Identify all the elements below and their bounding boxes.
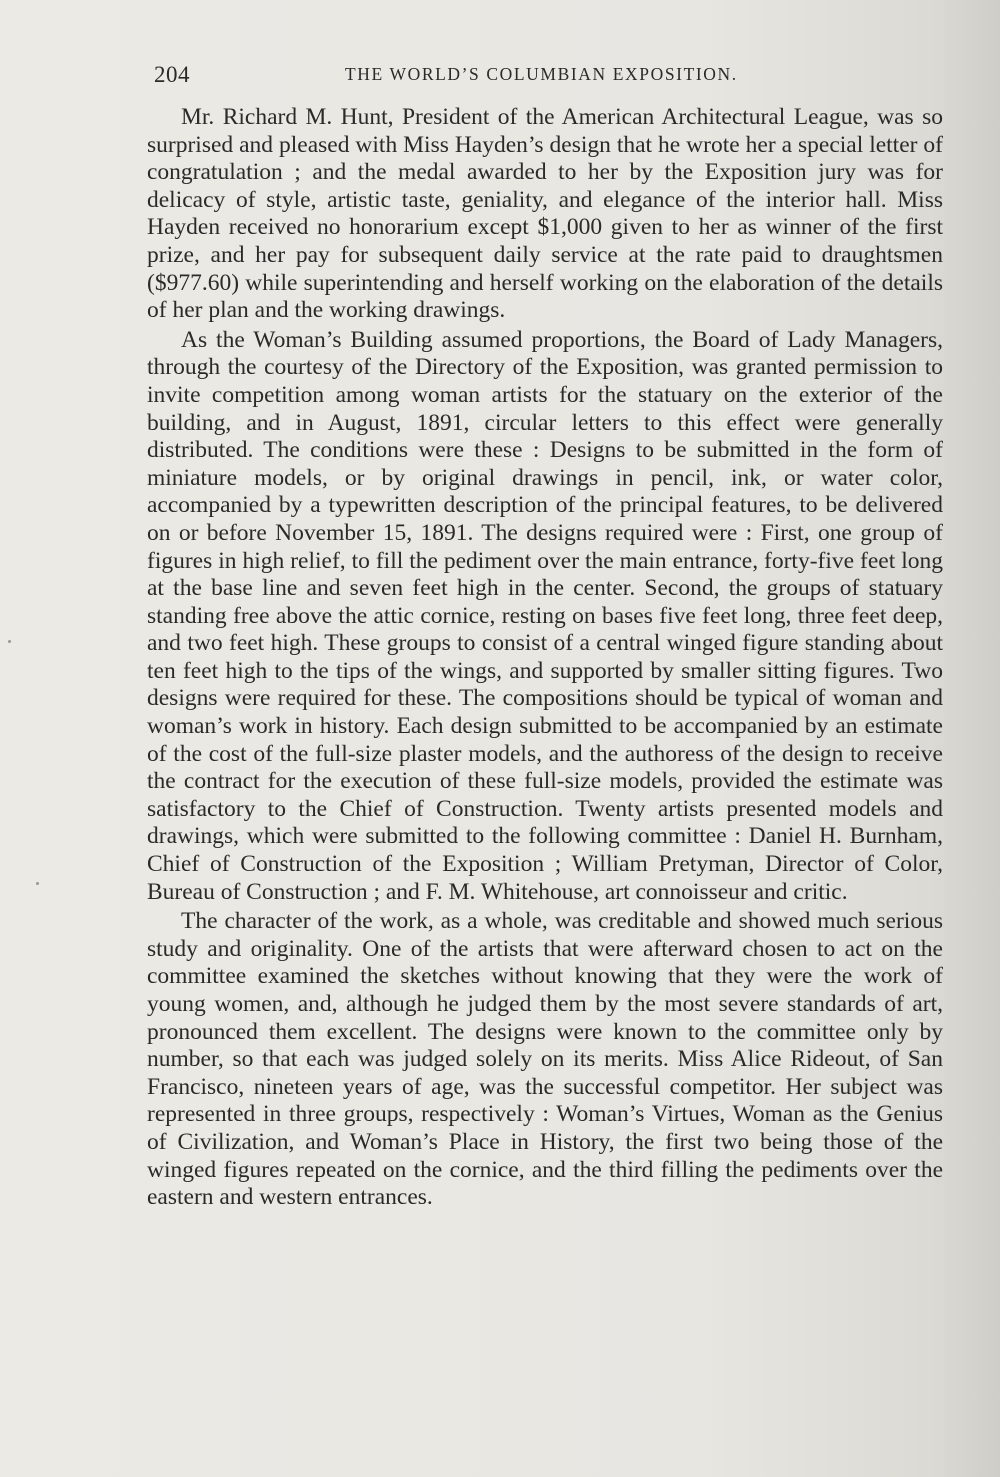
paper-speck bbox=[8, 640, 11, 643]
body-text bbox=[147, 104, 943, 1212]
running-head bbox=[150, 58, 950, 92]
paragraph-rideout-selection: The character of the work, as a whole, was creditable and showed much serious study and originality. One of the artists that were afterward chosen to act on the committee examined the sketches without knowing that they were the work of young women, and, although he judged them by the most severe standards of art, pronounced them excellent. The designs were known to the committee only by number, so that each was judged solely on its merits. Miss Alice Rideout, of San Francisco, nineteen years of age, was the successful competitor. Her subject was represented in three groups, respectively : Woman’s Virtues, Woman as the Genius of Civilization, and Woman’s Place in History, the first two being those of the winged figures repeated on the cornice, and the third filling the pediments over the eastern and western entrances. bbox=[147, 908, 943, 1211]
running-title: THE WORLD’S COLUMBIAN EXPOSITION. bbox=[345, 64, 738, 84]
paragraph-statuary-competition: As the Woman’s Building assumed proportions, the Board of Lady Managers, through the courtesy of the Directory of the Exposition, was granted permission to invite competition among woman artists for the statuary on the exterior of the building, and in August, 1891, circular letters to this effect were generally distributed. The conditions were these : Designs to be submitted in the form of miniature models, or by original drawings in pencil, ink, or water color, accompanied by a typewritten description of the principal features, to be delivered on or before November 15, 1891. The designs required were : First, one group of figures in high relief, to fill the pediment over the main entrance, forty-five feet long at the base line and seven feet high in the center. Second, the groups of statuary standing free above the attic cornice, resting on bases five feet long, three feet deep, and two feet high. These groups to consist of a central winged figure standing about ten feet high to the tips of the wings, and supported by smaller sitting figures. Two designs were required for these. The compositions should be typical of woman and woman’s work in history. Each design submitted to be accompanied by an estimate of the cost of the full-size plaster models, and the authoress of the design to receive the contract for the execution of these full-size models, provided the estimate was satisfactory to the Chief of Construction. Twenty artists presented models and drawings, which were submitted to the following committee : Daniel H. Burnham, Chief of Construction of the Exposition ; William Pretyman, Director of Color, Bureau of Construction ; and F. M. Whitehouse, art connoisseur and critic. bbox=[147, 326, 943, 905]
paragraph-hayden-design: Mr. Richard M. Hunt, President of the American Architectural League, was so surprised and pleased with Miss Hayden’s design that he wrote her a special letter of congratulation ; and the medal awarded to her by the Exposition jury was for delicacy of style, artistic taste, geniality, and elegance of the interior hall. Miss Hayden received no honorarium except $1,000 given to her as winner of the first prize, and her pay for subsequent daily service at the rate paid to draughtsmen ($977.60) while superintending and herself working on the elaboration of the details of her plan and the working drawings. bbox=[147, 104, 943, 324]
paper-speck bbox=[36, 882, 39, 885]
page-number: 204 bbox=[154, 62, 190, 87]
